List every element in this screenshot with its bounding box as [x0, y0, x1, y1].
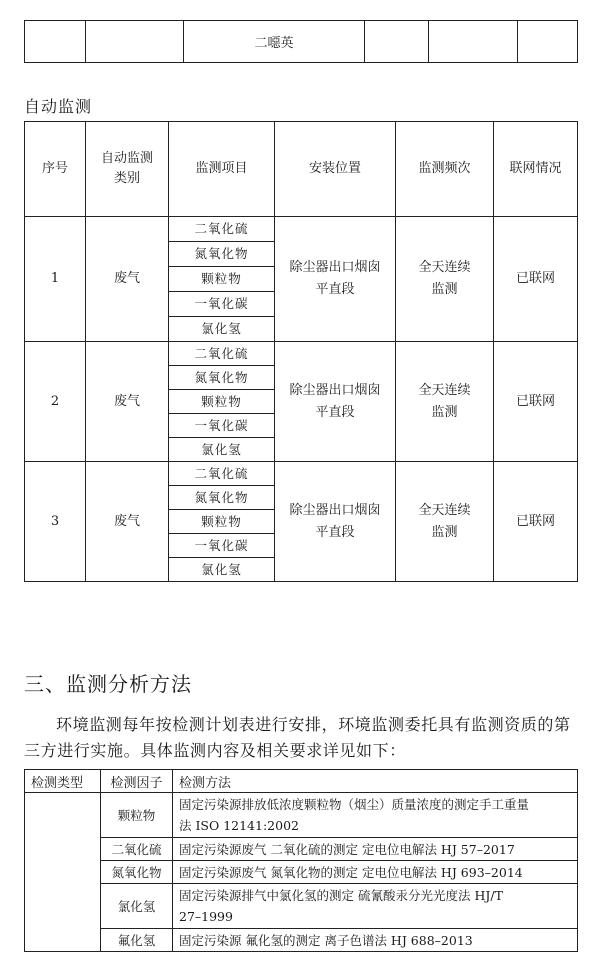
header-category-line2: 类别	[113, 171, 140, 186]
row-frequency	[396, 462, 494, 582]
auto-monitoring-title: 自动监测	[24, 97, 93, 116]
row-no: 2	[25, 342, 86, 462]
monitor-item: 二氧化硫	[169, 217, 275, 242]
table-row	[25, 838, 578, 861]
table-row	[25, 21, 578, 63]
test-method	[173, 793, 578, 838]
monitor-item: 氮氧化物	[169, 242, 275, 267]
row-frequency	[396, 342, 494, 462]
monitor-item: 二氧化硫	[169, 462, 275, 486]
location-line1: 除尘器出口烟囱	[289, 260, 381, 275]
frequency-line1: 全天连续	[418, 502, 471, 518]
header-frequency: 监测频次	[396, 122, 494, 217]
monitor-item: 氯化氢	[169, 558, 275, 582]
table-row	[25, 462, 578, 486]
row-category: 废气	[86, 342, 169, 462]
method-line1: 固定污染源排放低浓度颗粒物（烟尘）质量浓度的测定手工重量	[179, 797, 530, 812]
header-location: 安装位置	[275, 122, 396, 217]
row-no: 1	[25, 217, 86, 342]
location-line2: 平直段	[315, 282, 355, 297]
row-network: 已联网	[494, 342, 578, 462]
header-category-line1: 自动监测	[100, 151, 153, 166]
frequency-line1: 全天连续	[418, 260, 471, 275]
row-location	[275, 342, 396, 462]
section-paragraph: 环境监测每年按检测计划表进行安排，环境监测委托具有监测资质的第三方进行实施。具体监测内容及相关要求详见如下：	[24, 715, 571, 760]
section-heading: 三、监测分析方法	[24, 672, 192, 696]
header-no: 序号	[25, 122, 86, 217]
location-line1: 除尘器出口烟囱	[289, 382, 381, 398]
table-cell	[518, 21, 578, 63]
row-network: 已联网	[494, 462, 578, 582]
location-line2: 平直段	[315, 404, 355, 420]
auto-monitoring-table	[24, 121, 578, 582]
row-location	[275, 217, 396, 342]
monitor-item: 氯化氢	[169, 438, 275, 462]
monitor-item: 氮氧化物	[169, 366, 275, 390]
table-row	[25, 929, 578, 952]
table-cell	[429, 21, 518, 63]
frequency-line2: 监测	[431, 524, 458, 540]
monitor-item: 颗粒物	[169, 267, 275, 292]
test-method	[173, 884, 578, 929]
test-factor: 氟化氢	[101, 929, 173, 952]
monitor-item: 颗粒物	[169, 390, 275, 414]
test-method: 固定污染源 氟化氢的测定 离子色谱法 HJ 688–2013	[173, 929, 578, 952]
test-type-cell	[25, 793, 101, 952]
method-line2: 法 ISO 12141:2002	[179, 818, 299, 833]
table-header-row	[25, 770, 578, 793]
table-cell	[86, 21, 184, 63]
header-item: 监测项目	[169, 122, 275, 217]
analysis-methods-table	[24, 769, 578, 952]
method-line1: 固定污染源排气中氯化氢的测定 硫氰酸汞分光光度法 HJ/T	[179, 888, 503, 903]
monitor-item: 氯化氢	[169, 317, 275, 342]
row-no: 3	[25, 462, 86, 582]
table-row	[25, 861, 578, 884]
monitor-item: 一氧化碳	[169, 292, 275, 317]
test-factor: 颗粒物	[101, 793, 173, 838]
row-category: 废气	[86, 217, 169, 342]
frequency-line1: 全天连续	[418, 382, 471, 398]
monitor-item: 二氧化硫	[169, 342, 275, 366]
table-header-row	[25, 122, 578, 217]
test-factor: 氮氧化物	[101, 861, 173, 884]
header-test-factor: 检测因子	[101, 770, 173, 793]
frequency-line2: 监测	[431, 404, 458, 420]
row-network: 已联网	[494, 217, 578, 342]
monitor-item: 颗粒物	[169, 510, 275, 534]
header-test-method: 检测方法	[173, 770, 578, 793]
monitor-item: 一氧化碳	[169, 414, 275, 438]
row-frequency	[396, 217, 494, 342]
table-row	[25, 342, 578, 366]
test-method: 固定污染源废气 二氧化硫的测定 定电位电解法 HJ 57–2017	[173, 838, 578, 861]
test-method: 固定污染源废气 氮氧化物的测定 定电位电解法 HJ 693–2014	[173, 861, 578, 884]
location-line2: 平直段	[315, 524, 355, 540]
header-test-type: 检测类型	[25, 770, 101, 793]
previous-table-fragment	[24, 20, 578, 63]
monitor-item: 一氧化碳	[169, 534, 275, 558]
header-network: 联网情况	[494, 122, 578, 217]
method-line2: 27–1999	[179, 909, 233, 924]
test-factor: 氯化氢	[101, 884, 173, 929]
location-line1: 除尘器出口烟囱	[289, 502, 381, 518]
pollutant-cell: 二噁英	[184, 21, 365, 63]
table-row	[25, 884, 578, 929]
monitor-item: 氮氧化物	[169, 486, 275, 510]
test-factor: 二氧化硫	[101, 838, 173, 861]
table-row	[25, 217, 578, 242]
table-cell	[365, 21, 429, 63]
row-category: 废气	[86, 462, 169, 582]
table-cell	[25, 21, 86, 63]
header-category	[86, 122, 169, 217]
table-row	[25, 793, 578, 838]
row-location	[275, 462, 396, 582]
frequency-line2: 监测	[431, 282, 458, 297]
